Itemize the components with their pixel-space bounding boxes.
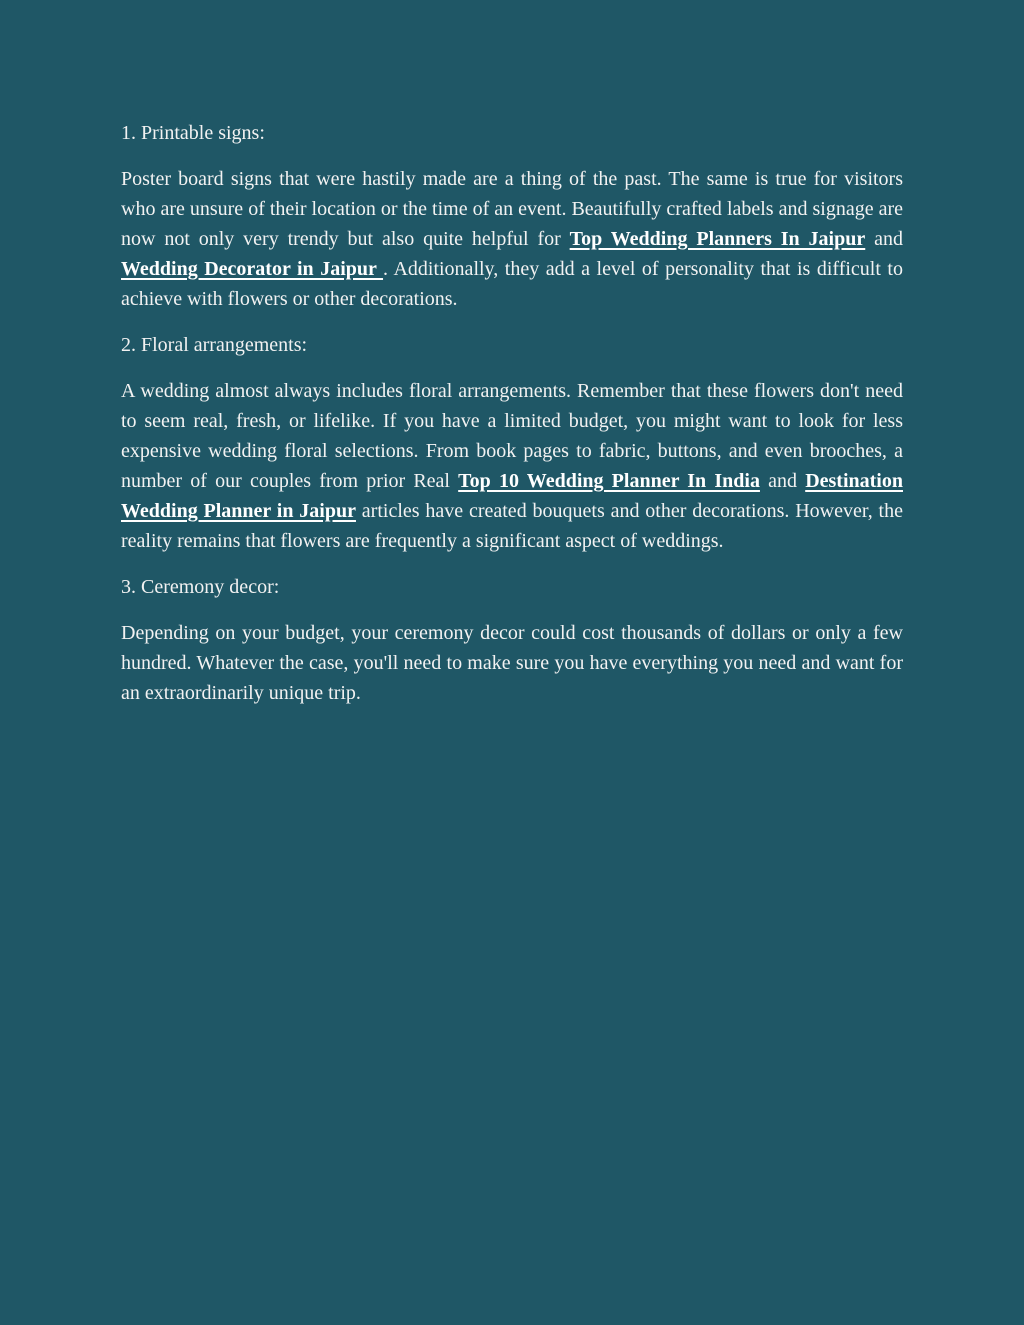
paragraph-text: Poster board signs that were hastily made are a thing of the past. The same is true for visitors who are unsure of their location or the time of an event. Beautifully crafted labels and signage are now not only very trendy but also quite helpful for bbox=[121, 168, 903, 250]
link-top-wedding-planners-jaipur[interactable]: Top Wedding Planners In Jaipur bbox=[569, 228, 866, 250]
article-content bbox=[121, 118, 903, 708]
link-wedding-decorator-jaipur[interactable]: Wedding Decorator in Jaipur bbox=[121, 258, 384, 280]
section-paragraph-ceremony-decor bbox=[121, 618, 903, 708]
paragraph-text: articles have created bouquets and other decorations. However, the reality remains that flowers are frequently a significant aspect of weddings. bbox=[121, 500, 903, 552]
paragraph-text: A wedding almost always includes floral arrangements. Remember that these flowers don't need to seem real, fresh, or lifelike. If you have a limited budget, you might want to look for less expensive wedding floral selections. From book pages to fabric, buttons, and even brooches, a number of our couples from prior Real bbox=[121, 380, 903, 492]
link-destination-wedding-planner-jaipur[interactable]: Destination Wedding Planner in Jaipur bbox=[121, 470, 903, 522]
section-heading-printable-signs: 1. Printable signs: bbox=[121, 122, 265, 144]
paragraph-text: . Additionally, they add a level of personality that is difficult to achieve with flowers or other decorations. bbox=[121, 258, 903, 310]
section-paragraph-floral-arrangements bbox=[121, 376, 903, 556]
section-heading-ceremony-decor: 3. Ceremony decor: bbox=[121, 576, 280, 598]
paragraph-text: and bbox=[759, 470, 806, 492]
link-top-10-wedding-planner-india[interactable]: Top 10 Wedding Planner In India bbox=[458, 470, 760, 492]
section-heading-floral-arrangements: 2. Floral arrangements: bbox=[121, 334, 308, 356]
section-paragraph-printable-signs bbox=[121, 164, 903, 314]
paragraph-text: Depending on your budget, your ceremony decor could cost thousands of dollars or only a few hundred. Whatever the case, you'll need to make sure you have everything you need and want for an extraordinarily unique trip. bbox=[121, 622, 903, 704]
paragraph-text: and bbox=[865, 228, 903, 250]
